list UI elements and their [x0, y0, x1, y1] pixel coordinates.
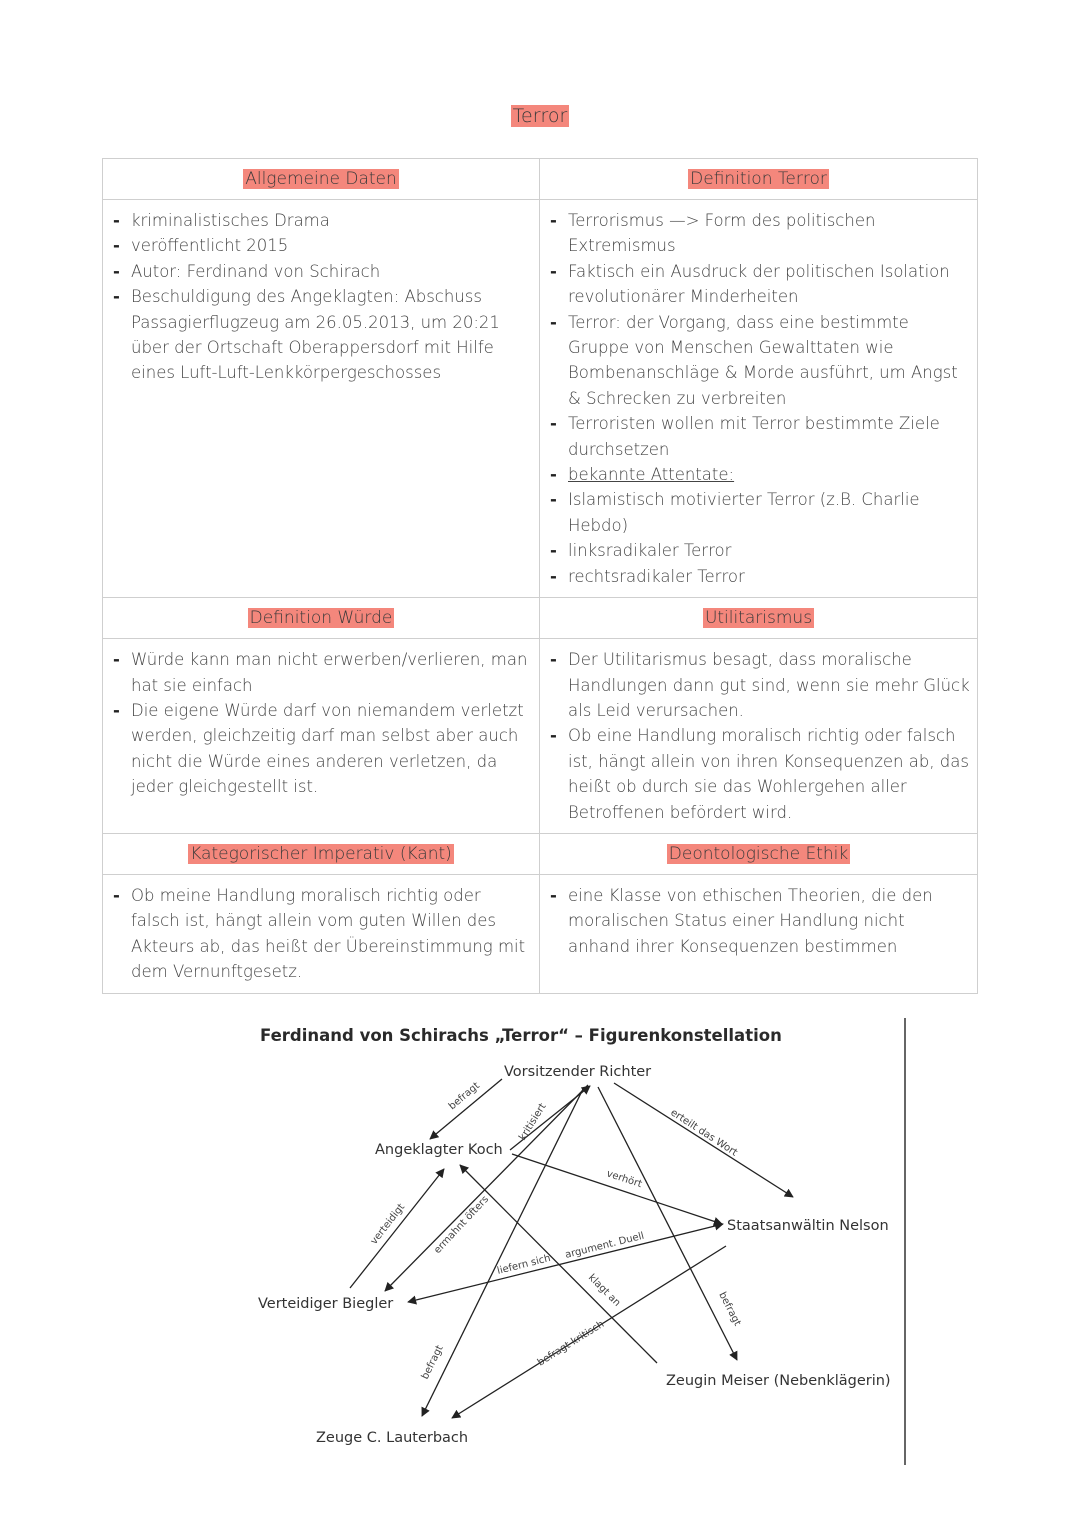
section-body-kategorischer-imperativ: [103, 874, 540, 993]
list-item: - veröffentlicht 2015: [131, 233, 533, 258]
list-item: - Terroristen wollen mit Terror bestimmte Ziele durchsetzen: [568, 411, 971, 462]
list-item: - kriminalistisches Drama: [131, 208, 533, 233]
list-item: - Islamistisch motivierter Terror (z.B. Charlie Hebdo): [568, 487, 971, 538]
list-item: - Terror: der Vorgang, dass eine bestimmte Gruppe von Menschen Gewalttaten wie Bombenanschläge & Morde ausführt, um Angst & Schrecken zu verbreiten: [568, 310, 971, 412]
list-item: - Faktisch ein Ausdruck der politischen Isolation revolutionärer Minderheiten: [568, 259, 971, 310]
table-row: [103, 639, 978, 834]
section-heading-cell: [540, 598, 978, 639]
arrow-nelson-befragt-meiser: [598, 1087, 740, 1360]
edge-label-ermahnt-oefters: ermahnt öfters: [432, 1193, 492, 1257]
section-heading-allgemeine-daten: Allgemeine Daten: [245, 169, 397, 189]
list-item: - Beschuldigung des Angeklagten: Abschuss Passagierflugzeug am 26.05.2013, um 20:21 über der Ortschaft Oberappersdorf mit Hilfe eines Luft-Luft-Lenkkörpergeschosses: [131, 284, 533, 386]
table-row: [103, 159, 978, 200]
diagram-canvas: [240, 1010, 920, 1470]
arrow-biegler-verteidigt-koch: [350, 1169, 444, 1288]
bullet-list: [103, 875, 539, 993]
list-item: - Autor: Ferdinand von Schirach: [131, 259, 533, 284]
list-item: - rechtsradikaler Terror: [568, 564, 971, 589]
node-zeuge-lauterbach: Zeuge C. Lauterbach: [316, 1430, 469, 1446]
bullet-list: [103, 200, 539, 394]
node-angeklagter-koch: Angeklagter Koch: [375, 1142, 503, 1158]
diagram-title: Ferdinand von Schirachs „Terror“ – Figurenkonstellation: [260, 1026, 782, 1045]
table-row: [103, 833, 978, 874]
document-title: [0, 102, 1080, 130]
list-item: - linksradikaler Terror: [568, 538, 971, 563]
node-vorsitzender-richter: Vorsitzender Richter: [504, 1064, 652, 1080]
section-heading-deontologische-ethik: Deontologische Ethik: [668, 843, 849, 864]
section-heading-kategorischer-imperativ: Kategorischer Imperativ (Kant): [190, 843, 452, 864]
section-heading-cell: [103, 598, 540, 639]
table-row: [103, 200, 978, 598]
section-body-deontologische-ethik: [540, 874, 978, 993]
list-item: - Ob eine Handlung moralisch richtig oder falsch ist, hängt allein von ihren Konsequenzen ab, das heißt ob durch sie das Wohlergehen aller Betroffenen befördert wird.: [568, 723, 971, 825]
edge-label-klagt-an: klagt an: [585, 1272, 623, 1309]
edge-label-befragt-meiser: befragt: [716, 1290, 743, 1328]
section-body-allgemeine-daten: [103, 200, 540, 598]
edge-label-befragt-kritisch: befragt kritisch: [535, 1318, 607, 1369]
section-heading-definition-terror: Definition Terror: [690, 169, 827, 189]
section-body-definition-wuerde: [103, 639, 540, 834]
section-heading-utilitarismus: Utilitarismus: [704, 608, 813, 629]
edge-label-erteilt-das-wort: erteilt das Wort: [668, 1107, 740, 1159]
list-item: - Terrorismus —> Form des politischen Extremismus: [568, 208, 971, 259]
section-heading-cell: [103, 159, 540, 200]
edge-label-befragt-lauterbach: befragt: [419, 1343, 446, 1382]
edge-label-liefern-sich: liefern sich: [496, 1253, 552, 1277]
list-item: - Ob meine Handlung moralisch richtig oder falsch ist, hängt allein vom guten Willen des Akteurs ab, das heißt der Übereinstimmung mit dem Vernunftgesetz.: [131, 883, 533, 985]
arrow-meiser-klagt-koch: [460, 1165, 657, 1363]
arrow-nelson-befragt-lauterbach: [419, 1089, 583, 1416]
bullet-list: [540, 875, 977, 967]
node-verteidiger-biegler: Verteidiger Biegler: [258, 1296, 394, 1312]
underlined-text: bekannte Attentate:: [568, 465, 735, 485]
list-item: - Würde kann man nicht erwerben/verlieren, man hat sie einfach: [131, 647, 533, 698]
edge-label-argument-duell: argument. Duell: [564, 1230, 646, 1261]
edge-label-verhoert: verhört: [605, 1168, 644, 1191]
figure-constellation-diagram: [240, 1010, 920, 1470]
notes-table: [102, 158, 978, 994]
section-heading-cell: [540, 833, 978, 874]
list-item: [568, 462, 971, 487]
section-body-utilitarismus: [540, 639, 978, 834]
document-title-text: Terror: [512, 105, 568, 127]
arrow-richter-ermahnt-biegler: [385, 1085, 588, 1291]
section-heading-definition-wuerde: Definition Würde: [249, 608, 393, 629]
node-zeugin-meiser: Zeugin Meiser (Nebenklägerin): [666, 1373, 891, 1389]
section-heading-cell: [103, 833, 540, 874]
table-row: [103, 598, 978, 639]
node-staatsanwaeltin-nelson: Staatsanwältin Nelson: [727, 1218, 889, 1234]
arrow-nelson-verhoert-koch: [512, 1154, 722, 1224]
edge-label-verteidigt: verteidigt: [368, 1201, 408, 1247]
section-body-definition-terror: [540, 200, 978, 598]
list-item: - Der Utilitarismus besagt, dass moralische Handlungen dann gut sind, wenn sie mehr Glück als Leid verursachen.: [568, 647, 971, 723]
section-heading-cell: [540, 159, 978, 200]
edge-label-kritisiert: kritisiert: [517, 1101, 549, 1143]
bullet-list: [540, 639, 977, 833]
bullet-list: [103, 639, 539, 807]
table-row: [103, 874, 978, 993]
list-item: - Die eigene Würde darf von niemandem verletzt werden, gleichzeitig darf man selbst aber auch nicht die Würde eines anderen verletzen, da jeder gleichgestellt ist.: [131, 698, 533, 800]
bullet-list: [540, 200, 977, 597]
list-item: - eine Klasse von ethischen Theorien, die den moralischen Status einer Handlung nicht anhand ihrer Konsequenzen bestimmen: [568, 883, 971, 959]
edge-label-befragt: befragt: [446, 1080, 482, 1113]
